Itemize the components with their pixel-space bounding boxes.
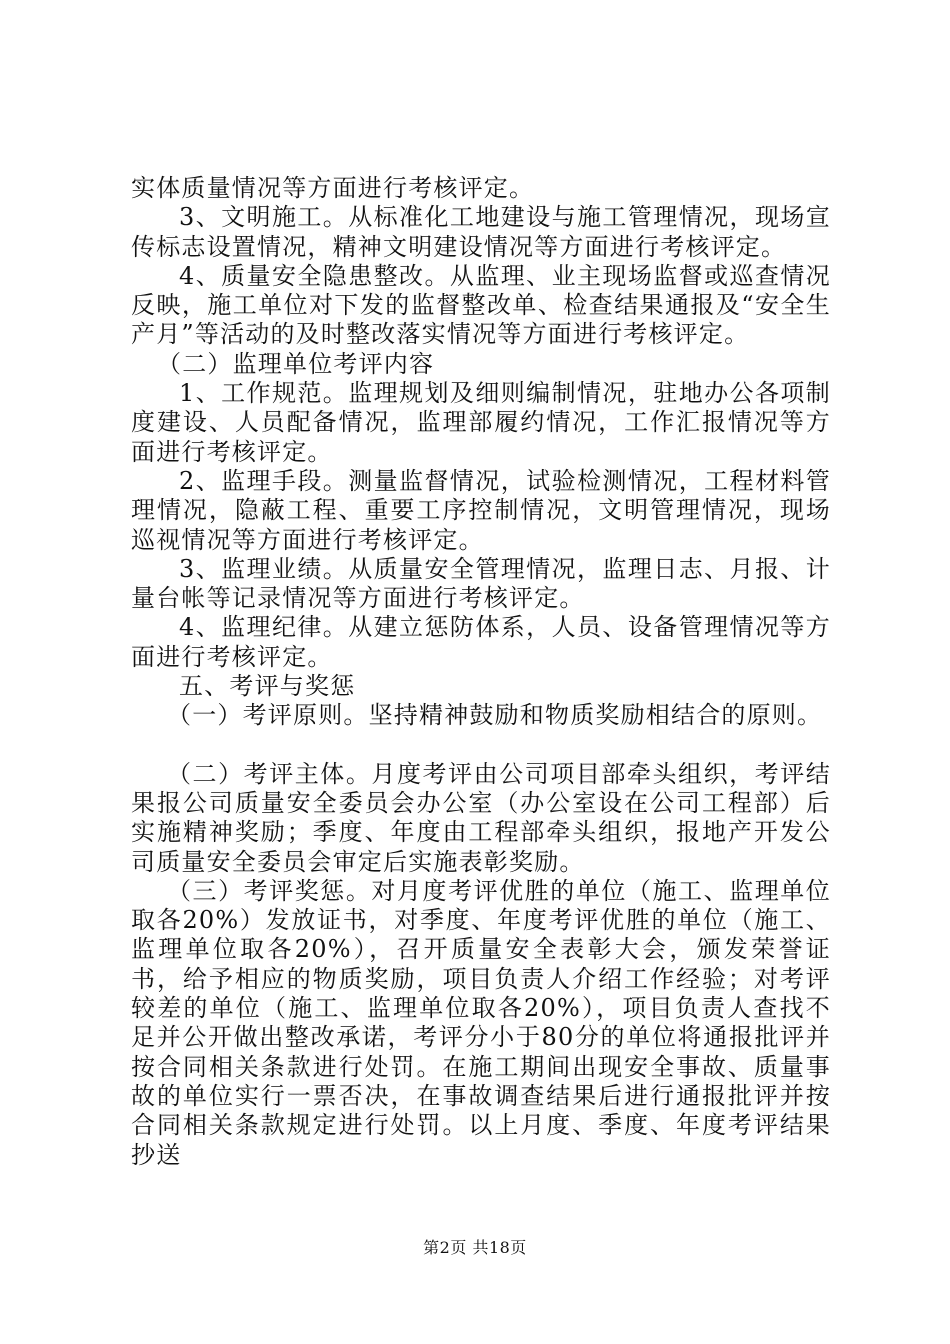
paragraph-hazard-rectification: 4、质量安全隐患整改。从监理、业主现场监督或巡查情况反映，施工单位对下发的监督整改单、检查结果通报及“安全生产月”等活动的及时整改落实情况等方面进行考核评定。 bbox=[131, 261, 831, 349]
blank-line bbox=[131, 731, 831, 760]
paragraph-work-standards: 1、工作规范。监理规划及细则编制情况，驻地办公各项制度建设、人员配备情况，监理部履约情况，工作汇报情况等方面进行考核评定。 bbox=[131, 379, 831, 466]
paragraph-supervision-performance: 3、监理业绩。从质量安全管理情况，监理日志、月报、计量台帐等记录情况等方面进行考核评定。 bbox=[131, 554, 831, 613]
document-body bbox=[131, 174, 831, 1170]
paragraph-continuation: 实体质量情况等方面进行考核评定。 bbox=[131, 174, 535, 202]
section-heading-evaluation: 五、考评与奖惩 bbox=[179, 672, 356, 701]
paragraph-civilized-construction: 3、文明施工。从标准化工地建设与施工管理情况，现场宣传标志设置情况，精神文明建设情况等方面进行考核评定。 bbox=[131, 203, 831, 261]
paragraph-evaluation-principle: （一）考评原则。坚持精神鼓励和物质奖励相结合的原则。 bbox=[167, 701, 823, 730]
page-number-footer: 第2页 共18页 bbox=[423, 1238, 527, 1257]
paragraph-evaluation-subject: （二）考评主体。月度考评由公司项目部牵头组织，考评结果报公司质量安全委员会办公室（办公室设在公司工程部）后实施精神奖励；季度、年度由工程部牵头组织，报地产开发公司质量安全委员会审定后实施表彰奖励。 bbox=[131, 759, 831, 876]
paragraph-evaluation-rewards: （三）考评奖惩。对月度考评优胜的单位（施工、监理单位取各20%）发放证书，对季度、年度考评优胜的单位（施工、监理单位取各20%），召开质量安全表彰大会，颁发荣誉证书，给予相应的物质奖励，项目负责人介绍工作经验；对考评较差的单位（施工、监理单位取各20%），项目负责人查找不足并公开做出整改承诺，考评分小于80分的单位将通报批评并按合同相关条款进行处罚。在施工期间出现安全事故、质量事故的单位实行一票否决，在事故调查结果后进行通报批评并按合同相关条款规定进行处罚。以上月度、季度、年度考评结果抄送 bbox=[131, 876, 831, 1169]
paragraph-supervision-means: 2、监理手段。测量监督情况，试验检测情况，工程材料管理情况，隐蔽工程、重要工序控制情况，文明管理情况，现场巡视情况等方面进行考核评定。 bbox=[131, 466, 831, 554]
section-heading-supervision: （二）监理单位考评内容 bbox=[157, 349, 435, 378]
paragraph-supervision-discipline: 4、监理纪律。从建立惩防体系，人员、设备管理情况等方面进行考核评定。 bbox=[131, 613, 831, 671]
